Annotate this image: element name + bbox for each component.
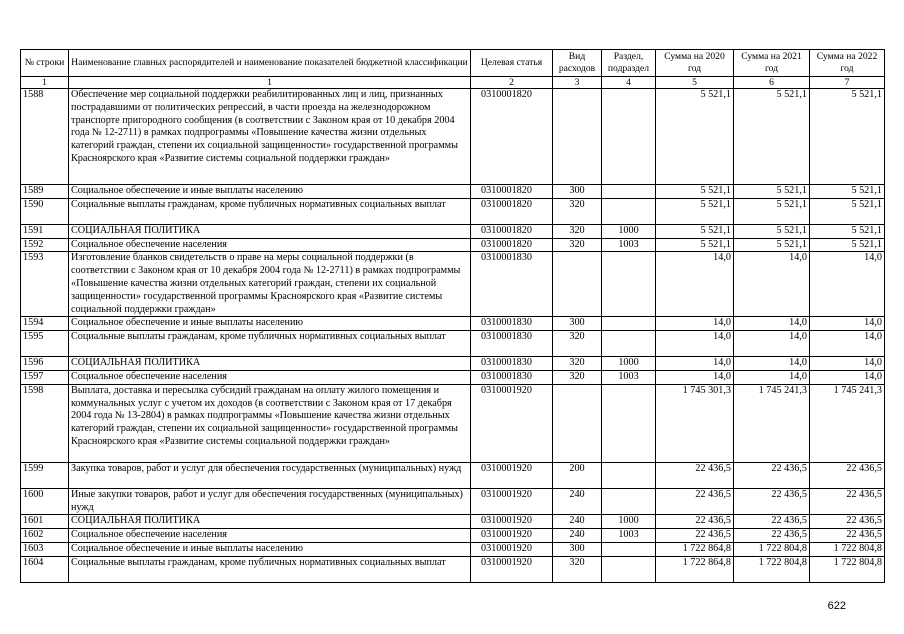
column-index-row <box>21 77 885 89</box>
row-number: 1604 <box>21 556 69 582</box>
header-sum-2021: Сумма на 2021 год <box>734 50 810 77</box>
row-sum-2020: 5 521,1 <box>656 198 734 224</box>
row-sum-2020: 14,0 <box>656 370 734 384</box>
row-sum-2021: 5 521,1 <box>734 185 810 199</box>
row-section: 1003 <box>602 370 656 384</box>
row-sum-2022: 22 436,5 <box>810 488 885 515</box>
row-name: Обеспечение мер социальной поддержки реабилитированных лиц и лиц, признанных пострадавшими от политических репрессий, в части проезда на железнодорожном транспорте пригородного сообщения (в соответствии с Законом края от 10 декабря 2004 года № 12-2711) в рамках подпрограммы «Повышение качества жизни отдельных категорий граждан, степени их социальной защищенности» государственной программы Красноярского края «Развитие системы социальной поддержки граждан» <box>69 89 471 185</box>
row-kind <box>553 252 602 317</box>
row-kind: 320 <box>553 331 602 357</box>
row-target: 0310001920 <box>471 462 553 488</box>
row-sum-2020: 5 521,1 <box>656 185 734 199</box>
row-section <box>602 317 656 331</box>
row-number: 1599 <box>21 462 69 488</box>
row-sum-2022: 14,0 <box>810 331 885 357</box>
row-number: 1597 <box>21 370 69 384</box>
column-index: 1 <box>21 77 69 89</box>
row-name: Социальное обеспечение населения <box>69 529 471 543</box>
row-name: Социальное обеспечение и иные выплаты населению <box>69 185 471 199</box>
row-target: 0310001920 <box>471 488 553 515</box>
column-index: 7 <box>810 77 885 89</box>
row-target: 0310001920 <box>471 542 553 556</box>
row-sum-2020: 22 436,5 <box>656 515 734 529</box>
row-number: 1592 <box>21 238 69 252</box>
row-sum-2022: 5 521,1 <box>810 224 885 238</box>
column-index: 1 <box>69 77 471 89</box>
row-name: СОЦИАЛЬНАЯ ПОЛИТИКА <box>69 224 471 238</box>
row-sum-2022: 1 722 804,8 <box>810 542 885 556</box>
row-target: 0310001820 <box>471 238 553 252</box>
table-row <box>21 198 885 224</box>
row-sum-2020: 5 521,1 <box>656 89 734 185</box>
row-sum-2020: 22 436,5 <box>656 488 734 515</box>
column-index: 5 <box>656 77 734 89</box>
row-target: 0310001820 <box>471 89 553 185</box>
table-row <box>21 542 885 556</box>
row-kind: 320 <box>553 224 602 238</box>
table-row <box>21 515 885 529</box>
row-sum-2021: 22 436,5 <box>734 515 810 529</box>
table-row <box>21 529 885 543</box>
row-section <box>602 462 656 488</box>
row-name: Выплата, доставка и пересылка субсидий гражданам на оплату жилого помещения и коммунальных услуг с учетом их доходов (в соответствии с Законом края от 17 декабря 2004 года № 13-2804) в рамках подпрограммы «Повышение качества жизни отдельных категорий граждан, степени их социальной защищенности» государственной программы Красноярского края «Развитие системы социальной поддержки граждан» <box>69 384 471 462</box>
row-sum-2022: 14,0 <box>810 317 885 331</box>
row-sum-2021: 22 436,5 <box>734 529 810 543</box>
row-sum-2021: 5 521,1 <box>734 89 810 185</box>
table-row <box>21 488 885 515</box>
row-number: 1598 <box>21 384 69 462</box>
row-kind: 240 <box>553 515 602 529</box>
column-index: 3 <box>553 77 602 89</box>
row-sum-2021: 14,0 <box>734 317 810 331</box>
row-kind: 320 <box>553 370 602 384</box>
row-target: 0310001920 <box>471 529 553 543</box>
row-sum-2022: 14,0 <box>810 370 885 384</box>
row-sum-2020: 1 722 864,8 <box>656 542 734 556</box>
row-target: 0310001830 <box>471 252 553 317</box>
row-sum-2022: 22 436,5 <box>810 529 885 543</box>
row-sum-2020: 5 521,1 <box>656 238 734 252</box>
row-sum-2022: 22 436,5 <box>810 462 885 488</box>
column-index: 4 <box>602 77 656 89</box>
row-section <box>602 556 656 582</box>
row-kind <box>553 89 602 185</box>
row-target: 0310001830 <box>471 370 553 384</box>
header-sum-2022: Сумма на 2022 год <box>810 50 885 77</box>
table-row <box>21 556 885 582</box>
row-kind: 240 <box>553 529 602 543</box>
table-body <box>21 89 885 583</box>
row-sum-2021: 14,0 <box>734 331 810 357</box>
row-sum-2021: 14,0 <box>734 370 810 384</box>
row-sum-2021: 22 436,5 <box>734 488 810 515</box>
row-kind: 240 <box>553 488 602 515</box>
row-target: 0310001920 <box>471 384 553 462</box>
row-target: 0310001920 <box>471 556 553 582</box>
row-kind: 320 <box>553 556 602 582</box>
row-target: 0310001920 <box>471 515 553 529</box>
row-target: 0310001830 <box>471 317 553 331</box>
row-sum-2020: 5 521,1 <box>656 224 734 238</box>
row-name: Социальное обеспечение и иные выплаты населению <box>69 542 471 556</box>
row-target: 0310001830 <box>471 331 553 357</box>
row-sum-2020: 1 745 301,3 <box>656 384 734 462</box>
row-sum-2021: 14,0 <box>734 252 810 317</box>
row-sum-2021: 22 436,5 <box>734 462 810 488</box>
header-section: Раздел, подраздел <box>602 50 656 77</box>
table-row <box>21 384 885 462</box>
row-sum-2022: 22 436,5 <box>810 515 885 529</box>
row-number: 1602 <box>21 529 69 543</box>
row-sum-2020: 14,0 <box>656 331 734 357</box>
row-sum-2020: 14,0 <box>656 252 734 317</box>
row-number: 1600 <box>21 488 69 515</box>
row-section: 1003 <box>602 238 656 252</box>
header-name: Наименование главных распорядителей и наименование показателей бюджетной классификации <box>69 50 471 77</box>
row-section <box>602 542 656 556</box>
table-row <box>21 370 885 384</box>
row-sum-2020: 14,0 <box>656 317 734 331</box>
row-section: 1000 <box>602 515 656 529</box>
budget-table-sheet <box>20 49 884 583</box>
table-row <box>21 357 885 371</box>
row-kind <box>553 384 602 462</box>
row-name: Изготовление бланков свидетельств о праве на меры социальной поддержки (в соответствии с Законом края от 10 декабря 2004 года № 12-2711) в рамках подпрограммы «Повышение качества жизни отдельных категорий граждан, степени их социальной защищенности» государственной программы Красноярского края «Развитие системы социальной поддержки граждан» <box>69 252 471 317</box>
row-sum-2020: 1 722 864,8 <box>656 556 734 582</box>
row-name: СОЦИАЛЬНАЯ ПОЛИТИКА <box>69 515 471 529</box>
row-sum-2021: 5 521,1 <box>734 238 810 252</box>
row-target: 0310001820 <box>471 198 553 224</box>
row-sum-2021: 1 722 804,8 <box>734 556 810 582</box>
row-name: Социальные выплаты гражданам, кроме публичных нормативных социальных выплат <box>69 198 471 224</box>
row-section <box>602 185 656 199</box>
row-kind: 300 <box>553 542 602 556</box>
row-sum-2022: 1 745 241,3 <box>810 384 885 462</box>
row-number: 1596 <box>21 357 69 371</box>
row-target: 0310001830 <box>471 357 553 371</box>
row-number: 1588 <box>21 89 69 185</box>
row-name: Социальные выплаты гражданам, кроме публичных нормативных социальных выплат <box>69 556 471 582</box>
row-kind: 320 <box>553 238 602 252</box>
row-kind: 320 <box>553 198 602 224</box>
row-sum-2021: 5 521,1 <box>734 198 810 224</box>
table-row <box>21 185 885 199</box>
row-number: 1590 <box>21 198 69 224</box>
row-sum-2022: 5 521,1 <box>810 198 885 224</box>
row-sum-2020: 22 436,5 <box>656 529 734 543</box>
row-kind: 300 <box>553 317 602 331</box>
row-section <box>602 89 656 185</box>
row-sum-2022: 14,0 <box>810 357 885 371</box>
header-sum-2020: Сумма на 2020 год <box>656 50 734 77</box>
column-index: 6 <box>734 77 810 89</box>
row-sum-2022: 1 722 804,8 <box>810 556 885 582</box>
row-kind: 320 <box>553 357 602 371</box>
table-row <box>21 252 885 317</box>
row-sum-2021: 1 745 241,3 <box>734 384 810 462</box>
budget-table <box>20 49 885 583</box>
row-name: Социальные выплаты гражданам, кроме публичных нормативных социальных выплат <box>69 331 471 357</box>
row-target: 0310001820 <box>471 224 553 238</box>
table-row <box>21 331 885 357</box>
row-sum-2022: 14,0 <box>810 252 885 317</box>
row-section: 1000 <box>602 224 656 238</box>
table-header-row <box>21 50 885 77</box>
row-name: Социальное обеспечение и иные выплаты населению <box>69 317 471 331</box>
row-kind: 200 <box>553 462 602 488</box>
row-number: 1595 <box>21 331 69 357</box>
header-kind: Вид расходов <box>553 50 602 77</box>
row-target: 0310001820 <box>471 185 553 199</box>
table-row <box>21 89 885 185</box>
table-row <box>21 224 885 238</box>
row-number: 1601 <box>21 515 69 529</box>
row-section: 1003 <box>602 529 656 543</box>
table-row <box>21 238 885 252</box>
row-number: 1593 <box>21 252 69 317</box>
row-name: Социальное обеспечение населения <box>69 238 471 252</box>
row-number: 1591 <box>21 224 69 238</box>
row-number: 1589 <box>21 185 69 199</box>
row-section <box>602 198 656 224</box>
row-sum-2022: 5 521,1 <box>810 89 885 185</box>
column-index: 2 <box>471 77 553 89</box>
row-section <box>602 331 656 357</box>
row-section <box>602 384 656 462</box>
row-section <box>602 488 656 515</box>
header-row-no: № строки <box>21 50 69 77</box>
row-sum-2020: 14,0 <box>656 357 734 371</box>
table-row <box>21 317 885 331</box>
page-number: 622 <box>827 600 846 612</box>
row-section <box>602 252 656 317</box>
row-name: СОЦИАЛЬНАЯ ПОЛИТИКА <box>69 357 471 371</box>
row-sum-2022: 5 521,1 <box>810 185 885 199</box>
row-kind: 300 <box>553 185 602 199</box>
row-name: Иные закупки товаров, работ и услуг для обеспечения государственных (муниципальных) нужд <box>69 488 471 515</box>
row-number: 1603 <box>21 542 69 556</box>
table-row <box>21 462 885 488</box>
row-sum-2020: 22 436,5 <box>656 462 734 488</box>
row-sum-2021: 14,0 <box>734 357 810 371</box>
row-sum-2021: 1 722 804,8 <box>734 542 810 556</box>
row-sum-2022: 5 521,1 <box>810 238 885 252</box>
row-name: Закупка товаров, работ и услуг для обеспечения государственных (муниципальных) нужд <box>69 462 471 488</box>
row-sum-2021: 5 521,1 <box>734 224 810 238</box>
header-target: Целевая статья <box>471 50 553 77</box>
row-number: 1594 <box>21 317 69 331</box>
row-section: 1000 <box>602 357 656 371</box>
row-name: Социальное обеспечение населения <box>69 370 471 384</box>
